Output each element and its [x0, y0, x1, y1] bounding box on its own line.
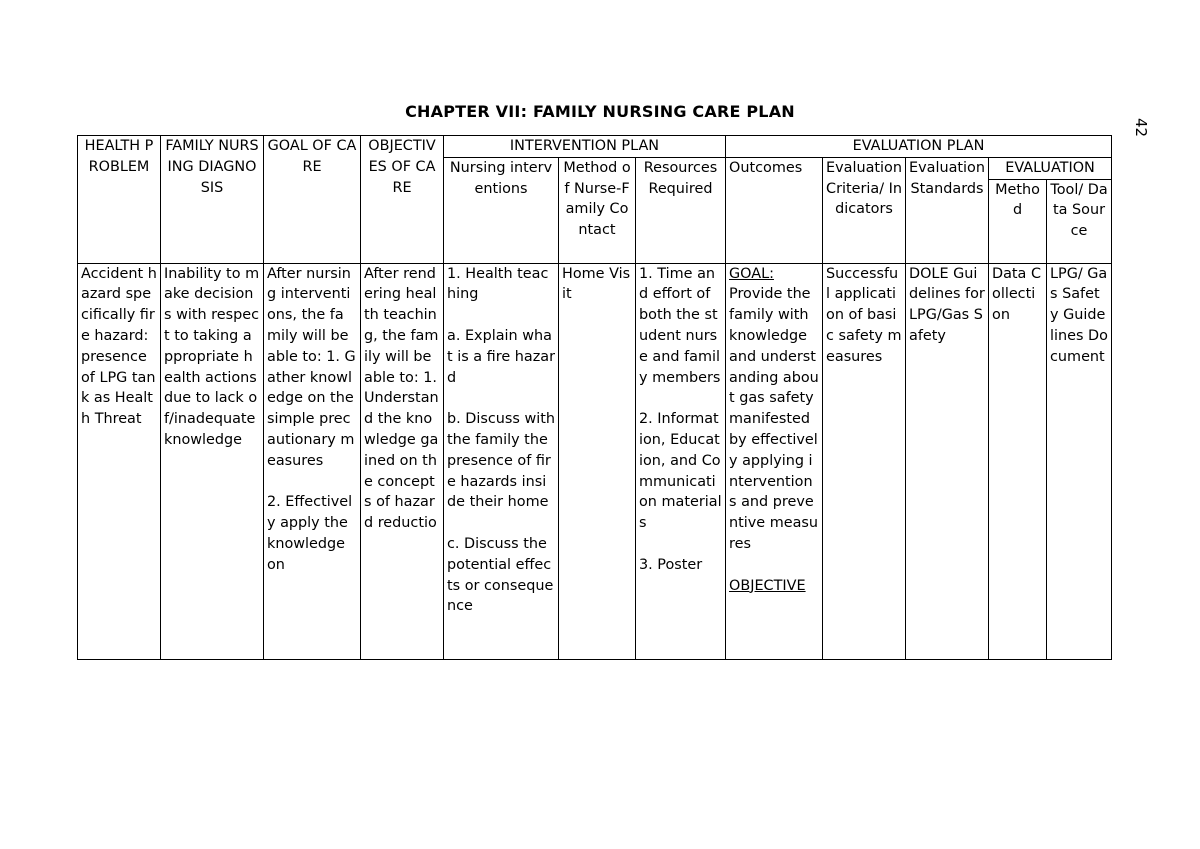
- care-plan-table: [77, 135, 1112, 660]
- cell-health-problem: Accident hazard specifically fire hazard: presence of LPG tank as Health Threat: [78, 263, 161, 659]
- intervention-item-a: a. Explain what is a fire hazard: [447, 327, 555, 386]
- header-evaluation-plan: EVALUATION PLAN: [726, 136, 1112, 158]
- table-row: [78, 263, 1112, 659]
- cell-goal-of-care: [264, 263, 361, 659]
- goal-item-1: After nursing interventions, the family will be able to: 1. Gather knowledge on the simple precautionary measures: [267, 265, 356, 469]
- cell-outcomes: [726, 263, 823, 659]
- header-method: Method: [989, 179, 1047, 263]
- resource-item-1: 1. Time and effort of both the student nurse and family members: [639, 265, 721, 386]
- outcome-goal-text: Provide the family with knowledge and understanding about gas safety manifested by effectively applying interventions and preventive measures: [729, 286, 819, 552]
- page-number: 42: [1132, 118, 1150, 138]
- header-evaluation-standards: Evaluation Standards: [906, 157, 989, 263]
- header-goal-of-care: GOAL OF CARE: [264, 136, 361, 264]
- cell-evaluation-criteria: Successful application of basic safety measures: [823, 263, 906, 659]
- outcome-goal-label: GOAL:: [729, 265, 774, 282]
- header-intervention-plan: INTERVENTION PLAN: [444, 136, 726, 158]
- intervention-item-c: c. Discuss the potential effects or consequence: [447, 535, 554, 615]
- intervention-item-1: 1. Health teaching: [447, 265, 549, 303]
- header-tool-data-source: Tool/ Data Source: [1047, 179, 1112, 263]
- header-outcomes: Outcomes: [726, 157, 823, 263]
- header-nursing-interventions: Nursing interventions: [444, 157, 559, 263]
- header-method-of-contact: Method of Nurse-Family Contact: [559, 157, 636, 263]
- header-health-problem: HEALTH PROBLEM: [78, 136, 161, 264]
- goal-item-2: 2. Effectively apply the knowledge on: [267, 494, 353, 573]
- outcome-objective-label: OBJECTIVE: [729, 577, 806, 594]
- resource-item-3: 3. Poster: [639, 556, 703, 573]
- header-resources-required: Resources Required: [636, 157, 726, 263]
- resource-item-2: 2. Information, Education, and Communication materials: [639, 411, 722, 532]
- page-title: CHAPTER VII: FAMILY NURSING CARE PLAN: [405, 102, 795, 121]
- header-row-1: [78, 136, 1112, 158]
- cell-method: Data Collection: [989, 263, 1047, 659]
- intervention-item-b: b. Discuss with the family the presence of fire hazards inside their home: [447, 411, 555, 511]
- cell-diagnosis: Inability to make decisions with respect to taking appropriate health actions due to lack of/inadequate knowledge: [161, 263, 264, 659]
- cell-evaluation-standards: DOLE Guidelines for LPG/Gas Safety: [906, 263, 989, 659]
- header-evaluation: EVALUATION: [989, 157, 1112, 179]
- header-family-nursing-diagnosis: FAMILY NURSING DIAGNOSIS: [161, 136, 264, 264]
- header-evaluation-criteria: Evaluation Criteria/ Indicators: [823, 157, 906, 263]
- cell-method-of-contact: Home Visit: [559, 263, 636, 659]
- header-objectives-of-care: OBJECTIVES OF CARE: [361, 136, 444, 264]
- cell-tool: LPG/ Gas Safety Guidelines Document: [1047, 263, 1112, 659]
- cell-resources-required: [636, 263, 726, 659]
- cell-nursing-interventions: [444, 263, 559, 659]
- cell-objectives: After rendering health teaching, the family will be able to: 1. Understand the knowledge gained on the concepts of hazard reductio: [361, 263, 444, 659]
